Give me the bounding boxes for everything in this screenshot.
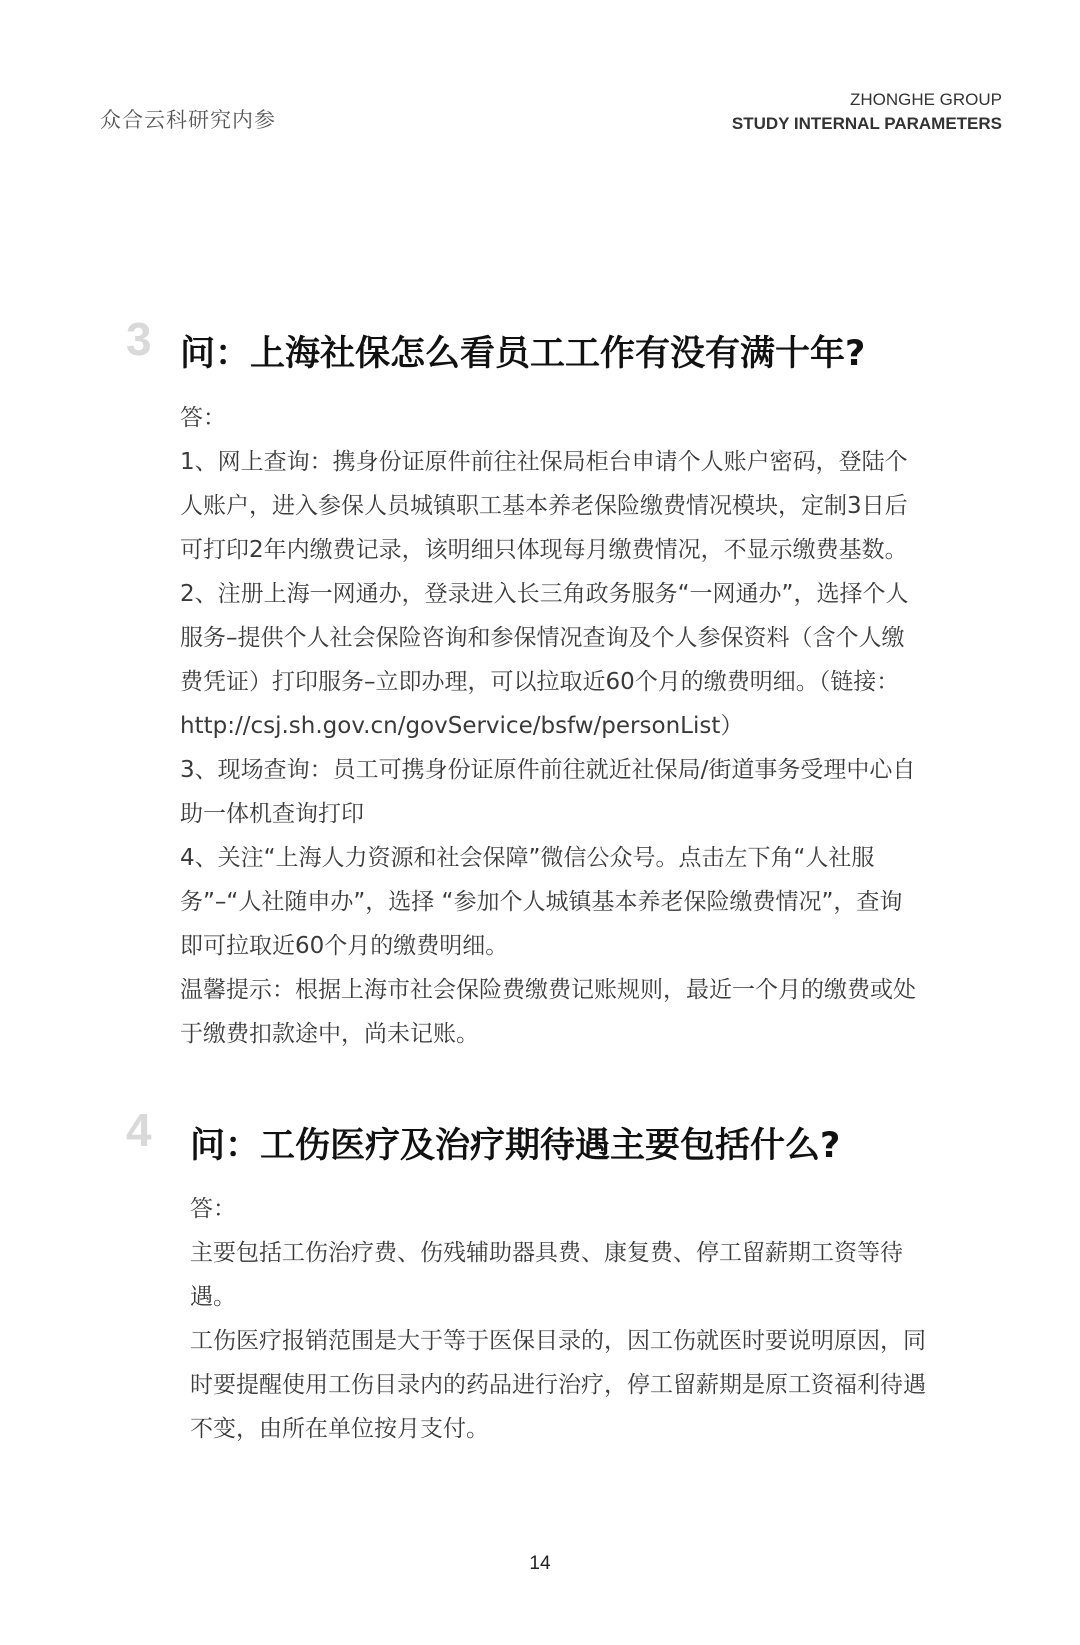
- section-number: 4: [126, 1104, 152, 1156]
- section-answer: [190, 1187, 930, 1451]
- answer-paragraph: 主要包括工伤治疗费、伤残辅助器具费、康复费、停工留薪期工资等待遇。: [190, 1240, 903, 1310]
- section-answer: [180, 396, 920, 1056]
- section-number: 3: [126, 313, 152, 365]
- header-brand-line2: STUDY INTERNAL PARAMETERS: [731, 114, 1002, 133]
- answer-paragraph: 2、注册上海一网通办，登录进入长三角政务服务“一网通办”，选择个人服务–提供个人社会保险咨询和参保情况查询及个人参保资料（含个人缴费凭证）打印服务–立即办理，可以拉取近60个月的缴费明细。（链接：http://csj.sh.gov.cn/govService/bsfw/personList）: [180, 581, 909, 739]
- answer-paragraph: 3、现场查询：员工可携身份证原件前往就近社保局/街道事务受理中心自助一体机查询打印: [180, 757, 916, 827]
- answer-paragraph: 工伤医疗报销范围是大于等于医保目录的，因工伤就医时要说明原因，同时要提醒使用工伤目录内的药品进行治疗，停工留薪期是原工资福利待遇不变，由所在单位按月支付。: [190, 1328, 926, 1442]
- answer-paragraph: 温馨提示：根据上海市社会保险费缴费记账规则，最近一个月的缴费或处于缴费扣款途中，尚未记账。: [180, 977, 916, 1047]
- header-brand-line1: ZHONGHE GROUP: [849, 90, 1002, 109]
- answer-label: 答：: [190, 1196, 236, 1222]
- page-number: 14: [529, 1553, 551, 1574]
- section-question: 问：上海社保怎么看员工工作有没有满十年?: [180, 334, 866, 374]
- answer-paragraph: 4、关注“上海人力资源和社会保障”微信公众号。点击左下角“人社服务”–“人社随申办”，选择 “参加个人城镇基本养老保险缴费情况”，查询即可拉取近60个月的缴费明细。: [180, 845, 903, 959]
- answer-label: 答：: [180, 405, 226, 431]
- header-publication-title: 众合云科研究内参: [100, 108, 276, 132]
- header-brand: [732, 88, 1002, 136]
- answer-paragraph: 1、网上查询：携身份证原件前往社保局柜台申请个人账户密码，登陆个人账户，进入参保人员城镇职工基本养老保险缴费情况模块，定制3日后可打印2年内缴费记录，该明细只体现每月缴费情况，不显示缴费基数。: [180, 449, 908, 563]
- section-question: 问：工伤医疗及治疗期待遇主要包括什么?: [190, 1126, 841, 1166]
